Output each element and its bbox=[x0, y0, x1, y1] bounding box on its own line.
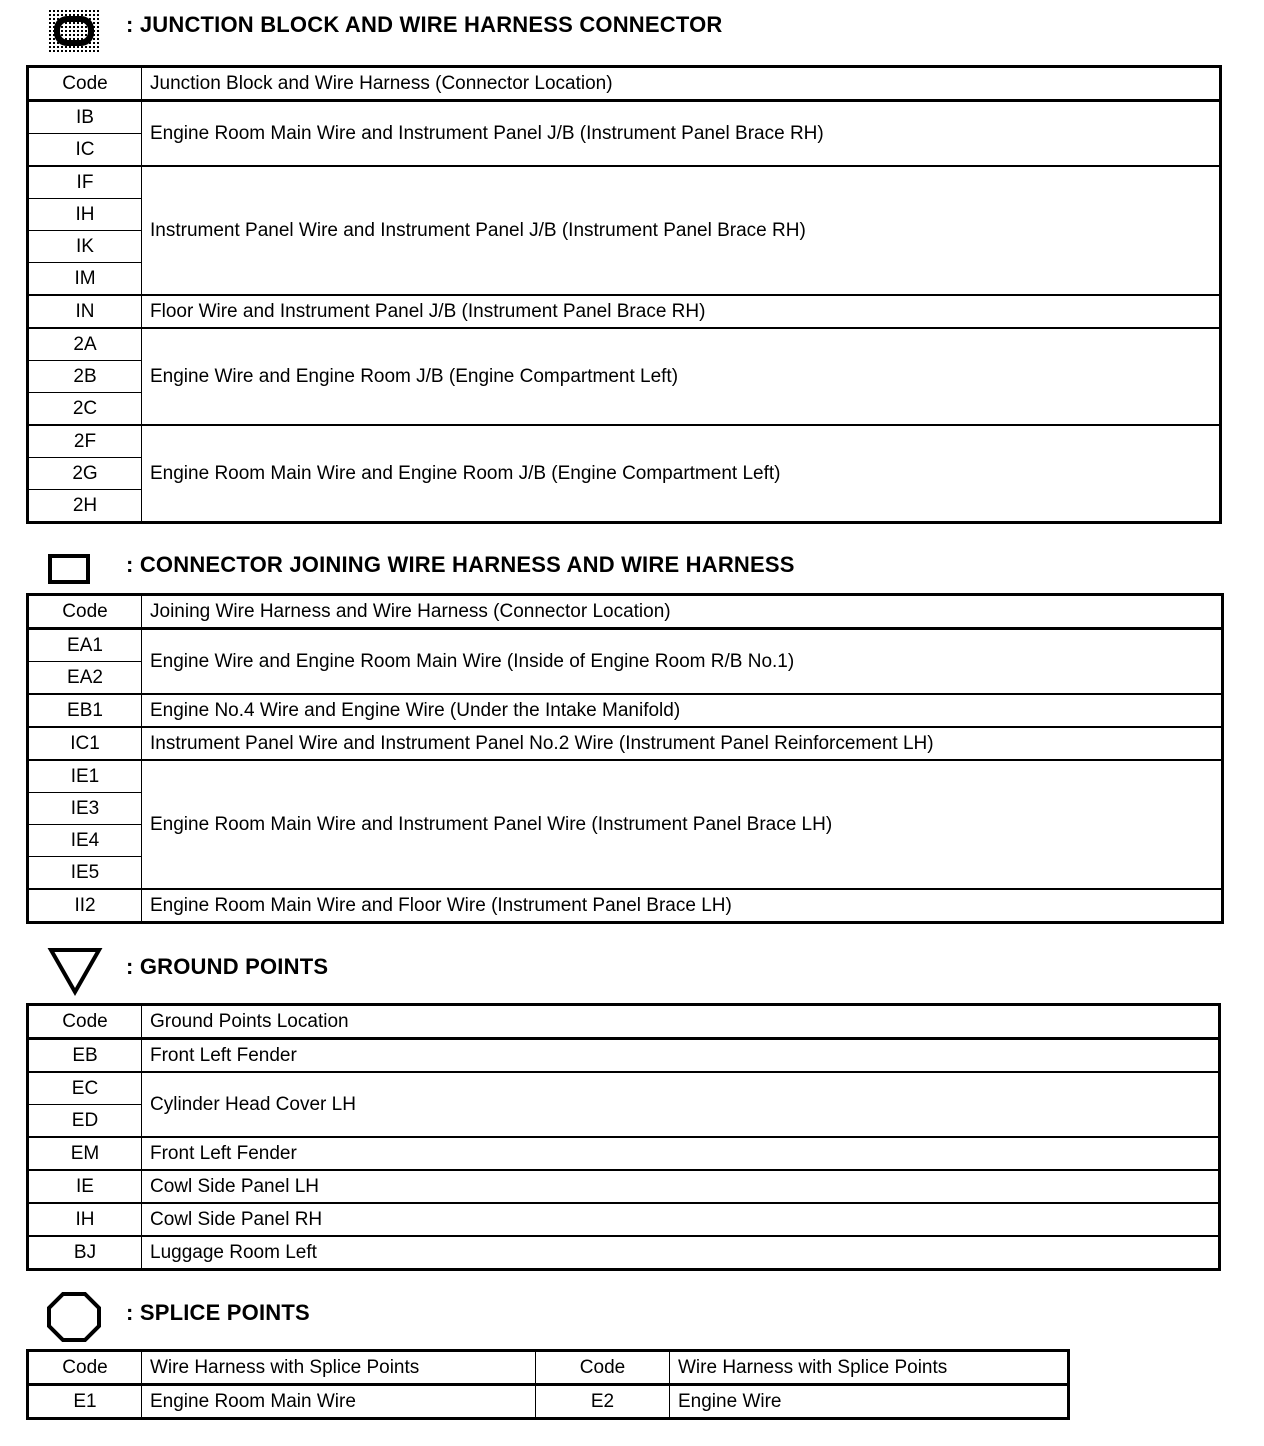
location-cell: Cylinder Head Cover LH bbox=[142, 1072, 1220, 1137]
location-cell: Instrument Panel Wire and Instrument Panel J/B (Instrument Panel Brace RH) bbox=[142, 166, 1221, 295]
code-cell: IF bbox=[28, 166, 142, 199]
header-location-cell: Joining Wire Harness and Wire Harness (Connector Location) bbox=[142, 595, 1223, 629]
code-cell: EM bbox=[28, 1137, 142, 1170]
ground-table bbox=[26, 1003, 1221, 1271]
code-cell: E1 bbox=[28, 1385, 142, 1419]
code-cell: 2C bbox=[28, 393, 142, 426]
table-row bbox=[28, 1203, 1220, 1236]
junction-section-header bbox=[0, 4, 1264, 54]
location-cell: Floor Wire and Instrument Panel J/B (Instrument Panel Brace RH) bbox=[142, 295, 1221, 328]
header-code-cell: Code bbox=[28, 1351, 142, 1385]
splice-octagon-icon bbox=[45, 1290, 103, 1344]
header-code-cell: Code bbox=[28, 67, 142, 101]
rectangle-connector-icon bbox=[45, 550, 95, 590]
table-row bbox=[28, 694, 1223, 727]
splice-section-header bbox=[0, 1288, 1264, 1338]
header-code-cell: Code bbox=[28, 595, 142, 629]
code-cell: IK bbox=[28, 231, 142, 263]
connector-table bbox=[26, 593, 1224, 924]
junction-table-body bbox=[28, 67, 1221, 523]
ground-section-title: : GROUND POINTS bbox=[126, 954, 329, 979]
junction-block-icon bbox=[45, 6, 103, 56]
connector-section-header bbox=[0, 546, 1264, 596]
code-cell: BJ bbox=[28, 1236, 142, 1270]
junction-section-title: : JUNCTION BLOCK AND WIRE HARNESS CONNECTOR bbox=[126, 12, 723, 37]
table-row bbox=[28, 1039, 1220, 1073]
location-cell: Engine Room Main Wire and Floor Wire (Instrument Panel Brace LH) bbox=[142, 889, 1223, 923]
code-cell: EA2 bbox=[28, 662, 142, 695]
location-cell: Engine Room Main Wire and Engine Room J/B (Engine Compartment Left) bbox=[142, 425, 1221, 523]
location-cell: Luggage Room Left bbox=[142, 1236, 1220, 1270]
location-cell: Engine Wire and Engine Room J/B (Engine Compartment Left) bbox=[142, 328, 1221, 425]
code-cell: IE3 bbox=[28, 793, 142, 825]
table-row bbox=[28, 760, 1223, 793]
code-cell: EA1 bbox=[28, 629, 142, 662]
code-cell: IE5 bbox=[28, 857, 142, 890]
code-cell: 2F bbox=[28, 425, 142, 458]
code-cell: IB bbox=[28, 101, 142, 134]
ground-triangle-icon bbox=[45, 944, 105, 998]
ground-header-row bbox=[28, 1005, 1220, 1039]
code-cell: IE1 bbox=[28, 760, 142, 793]
location-cell: Engine Room Main Wire and Instrument Panel J/B (Instrument Panel Brace RH) bbox=[142, 101, 1221, 167]
header-location-cell: Ground Points Location bbox=[142, 1005, 1220, 1039]
header-code-cell: Code bbox=[536, 1351, 670, 1385]
splice-table-body bbox=[28, 1351, 1069, 1419]
location-cell: Cowl Side Panel RH bbox=[142, 1203, 1220, 1236]
code-cell: IH bbox=[28, 1203, 142, 1236]
connector-section-title: : CONNECTOR JOINING WIRE HARNESS AND WIRE HARNESS bbox=[126, 552, 795, 577]
code-cell: II2 bbox=[28, 889, 142, 923]
header-code-cell: Code bbox=[28, 1005, 142, 1039]
header-harness-cell: Wire Harness with Splice Points bbox=[142, 1351, 536, 1385]
splice-section-title: : SPLICE POINTS bbox=[126, 1300, 310, 1325]
header-location-cell: Junction Block and Wire Harness (Connector Location) bbox=[142, 67, 1221, 101]
code-cell: IM bbox=[28, 263, 142, 296]
table-row bbox=[28, 101, 1221, 134]
table-row bbox=[28, 629, 1223, 662]
table-row bbox=[28, 425, 1221, 458]
code-cell: EB1 bbox=[28, 694, 142, 727]
harness-cell: Engine Wire bbox=[670, 1385, 1069, 1419]
connector-header-row bbox=[28, 595, 1223, 629]
splice-row bbox=[28, 1385, 1069, 1419]
ground-table-body bbox=[28, 1005, 1220, 1270]
table-row bbox=[28, 1072, 1220, 1105]
code-cell: 2A bbox=[28, 328, 142, 361]
table-row bbox=[28, 889, 1223, 923]
ground-section-header bbox=[0, 944, 1264, 994]
location-cell: Front Left Fender bbox=[142, 1137, 1220, 1170]
splice-header-row bbox=[28, 1351, 1069, 1385]
harness-cell: Engine Room Main Wire bbox=[142, 1385, 536, 1419]
code-cell: 2H bbox=[28, 490, 142, 523]
splice-table bbox=[26, 1349, 1070, 1420]
location-cell: Instrument Panel Wire and Instrument Panel No.2 Wire (Instrument Panel Reinforcement LH) bbox=[142, 727, 1223, 760]
code-cell: IC1 bbox=[28, 727, 142, 760]
table-row bbox=[28, 295, 1221, 328]
location-cell: Engine Wire and Engine Room Main Wire (Inside of Engine Room R/B No.1) bbox=[142, 629, 1223, 695]
table-row bbox=[28, 166, 1221, 199]
code-cell: IH bbox=[28, 199, 142, 231]
table-row bbox=[28, 1236, 1220, 1270]
code-cell: IN bbox=[28, 295, 142, 328]
table-row bbox=[28, 727, 1223, 760]
code-cell: ED bbox=[28, 1105, 142, 1138]
location-cell: Engine No.4 Wire and Engine Wire (Under the Intake Manifold) bbox=[142, 694, 1223, 727]
code-cell: 2G bbox=[28, 458, 142, 490]
junction-table bbox=[26, 65, 1222, 524]
code-cell: 2B bbox=[28, 361, 142, 393]
header-harness-cell: Wire Harness with Splice Points bbox=[670, 1351, 1069, 1385]
table-row bbox=[28, 1170, 1220, 1203]
location-cell: Engine Room Main Wire and Instrument Panel Wire (Instrument Panel Brace LH) bbox=[142, 760, 1223, 889]
location-cell: Front Left Fender bbox=[142, 1039, 1220, 1073]
table-row bbox=[28, 1137, 1220, 1170]
code-cell: IE bbox=[28, 1170, 142, 1203]
connector-table-body bbox=[28, 595, 1223, 923]
code-cell: EC bbox=[28, 1072, 142, 1105]
code-cell: IE4 bbox=[28, 825, 142, 857]
code-cell: E2 bbox=[536, 1385, 670, 1419]
table-row bbox=[28, 328, 1221, 361]
code-cell: EB bbox=[28, 1039, 142, 1073]
junction-header-row bbox=[28, 67, 1221, 101]
location-cell: Cowl Side Panel LH bbox=[142, 1170, 1220, 1203]
code-cell: IC bbox=[28, 134, 142, 167]
